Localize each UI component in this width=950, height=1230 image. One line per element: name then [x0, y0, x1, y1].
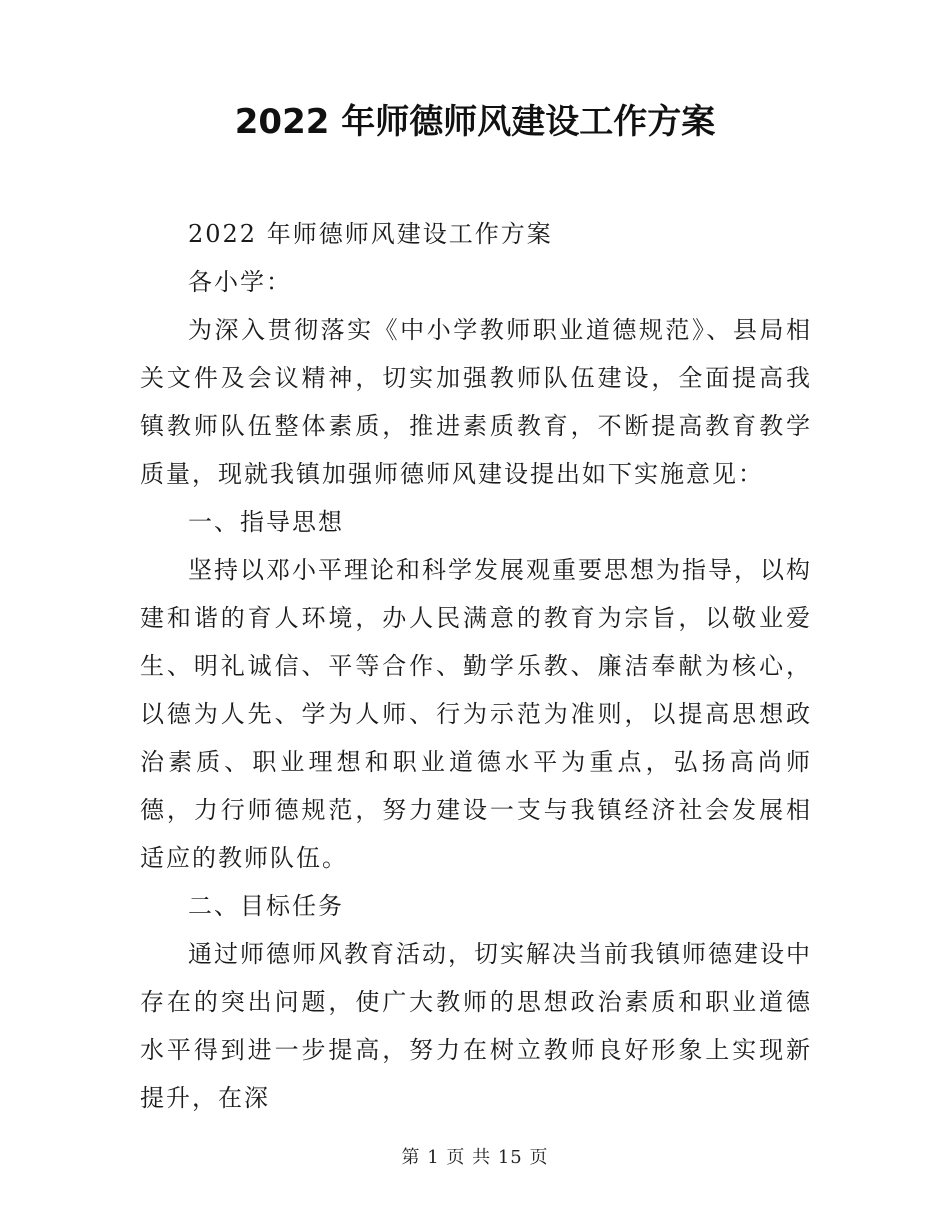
- section-heading-guiding-thought: 一、指导思想: [188, 508, 344, 536]
- goals-paragraph: 通过师德师风教育活动，切实解决当前我镇师德建设中存在的突出问题，使广大教师的思想政治素质和职业道德水平得到进一步提高，努力在树立教师良好形象上实现新提升，在深: [140, 940, 812, 1112]
- document-title: 2022 年师德师风建设工作方案: [234, 102, 716, 142]
- intro-paragraph: 为深入贯彻落实《中小学教师职业道德规范》、县局相关文件及会议精神，切实加强教师队伍建设，全面提高我镇教师队伍整体素质，推进素质教育，不断提高教育教学质量，现就我镇加强师德师风建设提出如下实施意见：: [140, 316, 812, 488]
- salutation-paragraph: 各小学：: [188, 268, 292, 296]
- page-number-footer: 第 1 页 共 15 页: [401, 1147, 549, 1168]
- subtitle-paragraph: 2022 年师德师风建设工作方案: [188, 220, 553, 248]
- section-heading-goals: 二、目标任务: [188, 892, 344, 920]
- document-body: [140, 210, 812, 1122]
- guiding-thought-paragraph: 坚持以邓小平理论和科学发展观重要思想为指导，以构建和谐的育人环境，办人民满意的教育为宗旨，以敬业爱生、明礼诚信、平等合作、勤学乐教、廉洁奉献为核心，以德为人先、学为人师、行为示范为准则，以提高思想政治素质、职业理想和职业道德水平为重点，弘扬高尚师德，力行师德规范，努力建设一支与我镇经济社会发展相适应的教师队伍。: [140, 556, 812, 872]
